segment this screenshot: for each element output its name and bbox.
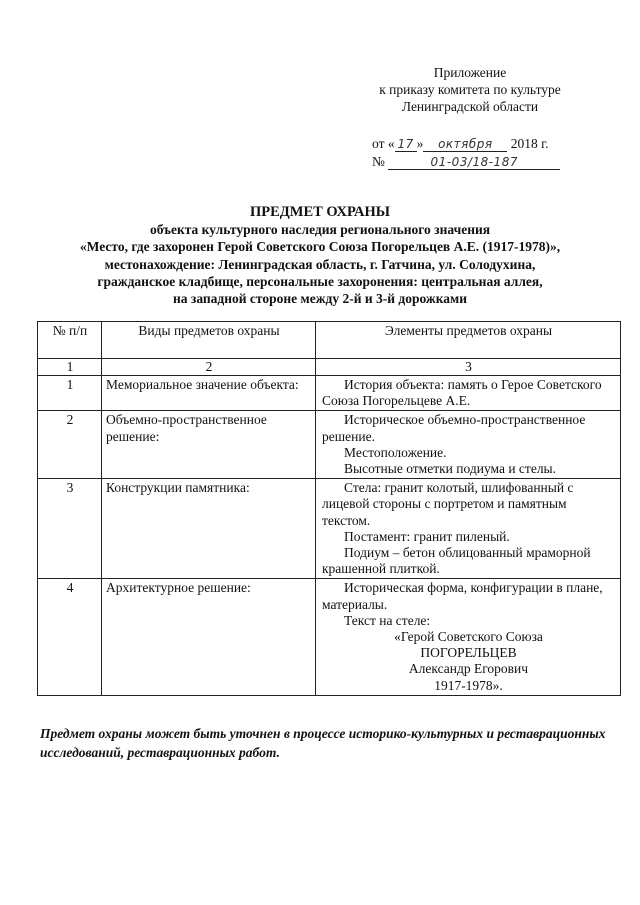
header-elements: Элементы предметов охраны	[316, 322, 621, 359]
row-number: 2	[38, 411, 102, 479]
row-elements: История объекта: память о Герое Советского Союза Погорельцеве А.Е.	[316, 376, 621, 411]
order-day: 17	[395, 137, 417, 152]
row-elements: Стела: гранит колотый, шлифованный с лицевой стороны с портретом и памятным текстом. Постамент: гранит пиленый. Подиум – бетон облицованный мраморной крашенной плиткой.	[316, 479, 621, 579]
order-year: 2018 г.	[510, 136, 549, 151]
header-number: № п/п	[38, 322, 102, 359]
row-kind: Архитектурное решение:	[102, 579, 316, 695]
subtitle-line: гражданское кладбище, персональные захоронения: центральная аллея,	[97, 273, 543, 289]
subtitle-line: объекта культурного наследия регионального значения	[149, 222, 491, 237]
row-kind: Объемно-пространственное решение:	[102, 411, 316, 479]
inscription-line: «Герой Советского Союза	[394, 629, 543, 645]
appendix-line: Ленинградской области	[401, 99, 539, 114]
appendix-line: Приложение	[433, 65, 507, 80]
footnote: Предмет охраны может быть уточнен в процессе историко-культурных и реставрационных исследований, реставрационных работ.	[40, 726, 606, 760]
appendix-block	[360, 64, 580, 115]
row-elements: Историческое объемно-пространственное решение. Местоположение. Высотные отметки подиума и стелы.	[316, 411, 621, 479]
table-row	[38, 579, 621, 695]
appendix-line: к приказу комитета по культуре	[379, 82, 561, 97]
column-number-row: 1 2 3	[38, 359, 621, 376]
inscription-line: ПОГОРЕЛЬЦЕВ	[420, 645, 517, 661]
order-date: от « 17 » октября 2018 г.	[372, 136, 549, 151]
table-row	[38, 411, 621, 479]
subtitle-line: местонахождение: Ленинградская область, г. Гатчина, ул. Солодухина,	[104, 256, 536, 272]
row-number: 1	[38, 376, 102, 411]
order-month: октября	[423, 137, 507, 152]
subtitle-line: «Место, где захоронен Герой Советского Союза Погорельцев А.Е. (1917-1978)»,	[79, 239, 561, 255]
table-header-row	[38, 322, 621, 359]
row-number: 3	[38, 479, 102, 579]
order-number-row: № 01-03/18-187	[372, 154, 560, 170]
subtitle-line: на западной стороне между 2-й и 3-й дорожками	[172, 291, 467, 307]
table-row	[38, 376, 621, 411]
protection-table	[37, 321, 621, 696]
table-row	[38, 479, 621, 579]
inscription-line: Александр Егорович	[408, 661, 529, 677]
row-number: 4	[38, 579, 102, 695]
row-kind: Мемориальное значение объекта:	[102, 376, 316, 411]
order-number: 01-03/18-187	[388, 155, 560, 170]
document-title: ПРЕДМЕТ ОХРАНЫ	[249, 204, 391, 220]
header-kinds: Виды предметов охраны	[102, 322, 316, 359]
row-elements: Историческая форма, конфигурации в плане, материалы. Текст на стеле: «Герой Советского Союза ПОГОРЕЛЬЦЕВ Александр Егорович 1917-1978».	[316, 579, 621, 695]
inscription-line: 1917-1978».	[434, 677, 503, 693]
document-subtitle	[30, 221, 610, 307]
row-kind: Конструкции памятника:	[102, 479, 316, 579]
